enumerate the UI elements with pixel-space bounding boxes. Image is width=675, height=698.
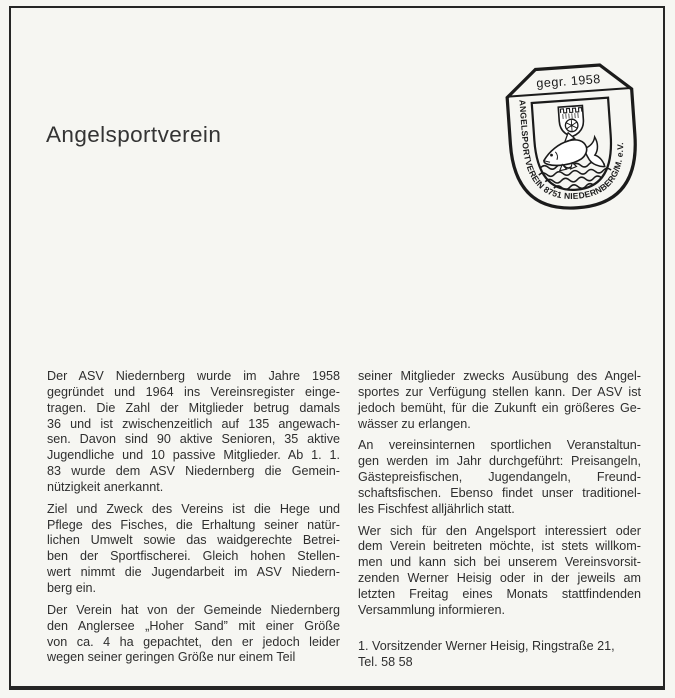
- right-column: [358, 369, 641, 676]
- text-line: Gästepreisfischen, Jugendangeln, Freund-: [358, 470, 641, 485]
- text-line: letzten Freitag eines Monats stattfindenden: [358, 586, 641, 601]
- text-line: les Fischfest alljährlich statt.: [358, 501, 515, 516]
- text-line: Wer sich für den Angelsport interessiert oder: [358, 523, 641, 538]
- text-line: Versammlung informieren.: [358, 602, 505, 617]
- paragraph: [358, 639, 641, 671]
- text-line: Der ASV Niedernberg wurde im Jahre 1958: [47, 369, 340, 383]
- text-line: jedoch bemüht, für die Zukunft ein größeres Ge-: [358, 400, 641, 415]
- text-line: Jugendliche und 10 passive Mitglieder. Ab 1. 1.: [47, 448, 340, 463]
- text-line: wässer zu erlangen.: [358, 416, 471, 431]
- text-line: An vereinsinternen sportlichen Veranstaltun-: [358, 438, 641, 453]
- text-line: 1. Vorsitzender Werner Heisig, Ringstraße 21,: [358, 638, 615, 653]
- badge-ring-text: ANGELSPORTVEREIN 8751 NIEDERNBERG/M. e.V.: [517, 99, 626, 202]
- text-line: von ca. 4 ha gepachtet, den er jedoch leider: [47, 634, 340, 649]
- text-line: berg ein.: [47, 580, 97, 595]
- badge-banner-line: [508, 88, 631, 97]
- text-line: gegründet und 1964 ins Vereinsregister einge-: [47, 384, 340, 399]
- text-line: nützigkeit anerkannt.: [47, 479, 164, 494]
- text-line: wert nimmt die Jugendarbeit im ASV Niedern-: [47, 565, 340, 580]
- text-line: schaftsfischen. Ebenso findet unser traditionel-: [358, 485, 641, 500]
- text-line: 36 und ist zwischenzeitlich auf 135 angewach-: [47, 416, 340, 431]
- text-line: sen. Davon sind 90 aktive Senioren, 35 aktive: [47, 432, 340, 447]
- paragraph: [358, 369, 641, 432]
- paragraph: [47, 502, 340, 597]
- text-line: Tel. 58 58: [358, 654, 413, 669]
- fish-icon: [542, 130, 605, 171]
- text-line: gen werden im Jahr durchgeführt: Preisangeln,: [358, 454, 641, 469]
- club-badge: [499, 56, 646, 218]
- text-line: 83 wurde dem ASV Niedernberg die Gemein-: [47, 464, 340, 479]
- text-line: wegen seiner geringen Größe nur einem Teil: [47, 650, 296, 665]
- body-text-columns: [47, 369, 641, 676]
- text-line: dem Verein beitreten möchte, ist stets willkom-: [358, 539, 641, 554]
- text-line: lichen Umwelt sowie das waidgerechte Betrei-: [47, 533, 340, 548]
- text-line: seiner Mitglieder zwecks Ausübung des Angel-: [358, 369, 641, 383]
- text-line: sportes zur Verfügung stellen kann. Der ASV ist: [358, 384, 641, 399]
- text-line: Pflege des Fisches, die Erhaltung seiner natür-: [47, 517, 340, 532]
- paragraph: [358, 524, 641, 619]
- coat-of-arms-shield: [558, 106, 584, 138]
- paragraph: [358, 438, 641, 517]
- text-line: Ziel und Zweck des Vereins ist die Hege und: [47, 501, 340, 516]
- text-line: tragen. Die Zahl der Mitglieder betrug damals: [47, 400, 340, 415]
- text-line: Der Verein hat von der Gemeinde Niedernberg: [47, 602, 340, 617]
- text-line: zenden Werner Heisig oder in der jeweils am: [358, 571, 641, 586]
- paragraph: [47, 369, 340, 496]
- badge-founded-text: gegr. 1958: [535, 72, 602, 91]
- paragraph: [47, 603, 340, 666]
- text-line: ben der Sportfischerei. Gleich hohen Stellen-: [47, 549, 340, 564]
- text-line: den Anglersee „Hoher Sand” mit einer Größe: [47, 618, 340, 633]
- page-title: Angelsportverein: [46, 122, 222, 147]
- text-line: men und kann sich bei unserem Vereinsvorsit-: [358, 555, 641, 570]
- left-column: [47, 369, 340, 676]
